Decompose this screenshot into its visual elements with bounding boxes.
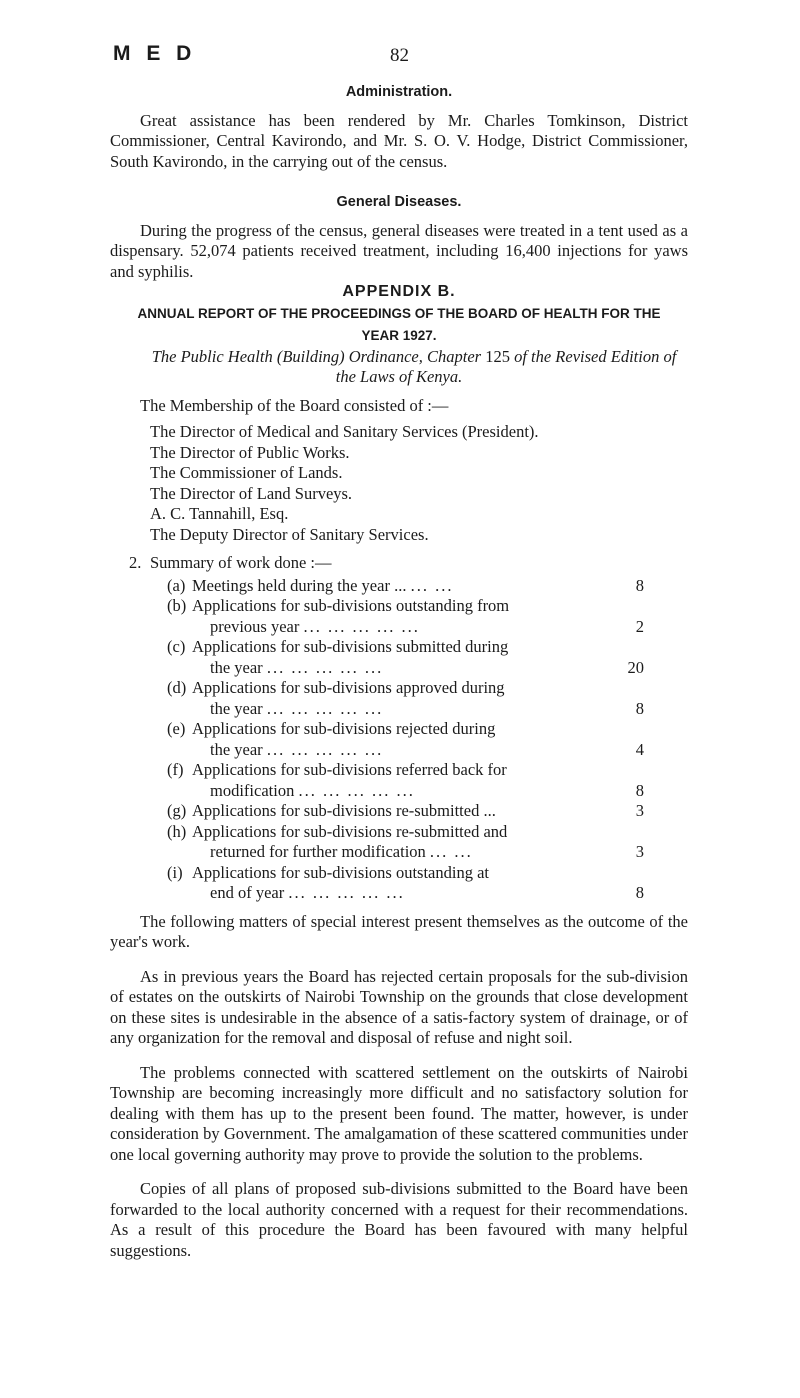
summary-list (110, 576, 688, 904)
member-item: The Director of Public Works. (150, 442, 350, 462)
body-paragraph: As in previous years the Board has rejected certain proposals for the sub-division of estates on the outskirts of Nairobi Township on the grounds that close development on these sites is undesirable in the absence of a satis-factory system of drainage, or of any organization for the removal and disposal of refuse and night soil. (110, 966, 688, 1047)
membership-list (110, 422, 688, 545)
item-label: (f) (167, 760, 184, 779)
member-item: The Deputy Director of Sanitary Services. (150, 524, 429, 544)
ordinance-title (110, 347, 688, 388)
item-value: 3 (635, 801, 644, 820)
item-value: 8 (635, 575, 644, 595)
summary-item (110, 863, 688, 904)
general-diseases-paragraph: During the progress of the census, general diseases were treated in a tent used as a dispensary. 52,074 patients received treatment, including 16,400 injections for yaws and syphilis. (110, 220, 688, 281)
summary-item (110, 637, 688, 678)
item-text: Applications for sub-divisions rejected during (192, 719, 496, 738)
item-text-continued: the year (210, 739, 263, 759)
leader-dots: ... ... ... ... ... (266, 657, 384, 677)
item-label: (a) (167, 575, 186, 595)
ordinance-title-part2: of the Revised Edition of the Laws of Kenya. (335, 346, 677, 386)
item-text: Applications for sub-divisions re-submitted and (192, 821, 508, 841)
page-number: 82 (390, 45, 409, 66)
item-text: Applications for sub-divisions re-submitted ... (192, 801, 496, 820)
summary-number: 2. (129, 553, 142, 572)
item-value: 4 (635, 739, 644, 759)
page-header (0, 42, 800, 68)
summary-item (110, 576, 688, 597)
item-label: (d) (167, 678, 187, 697)
summary-item (110, 822, 688, 863)
item-label: (c) (167, 637, 186, 656)
appendix-title: APPENDIX B. (342, 283, 456, 300)
body-paragraph: Copies of all plans of proposed sub-divisions submitted to the Board have been forwarded to the local authority concerned with a request for their recommendations. As a result of this procedure the Board has been favoured with many helpful suggestions. (110, 1179, 688, 1260)
item-label: (e) (167, 719, 186, 738)
member-item: The Director of Medical and Sanitary Services (President). (150, 422, 539, 441)
item-text-continued: modification (210, 780, 295, 800)
member-item: The Director of Land Surveys. (150, 483, 353, 503)
item-text-continued: returned for further modification (210, 842, 426, 861)
journal-abbreviation: M E D (113, 42, 197, 65)
leader-dots: ... ... (410, 575, 454, 595)
administration-paragraph: Great assistance has been rendered by Mr. Charles Tomkinson, District Commissioner, Central Kavirondo, and Mr. S. O. V. Hodge, District Commissioner, South Kavirondo, in the carrying out of the census. (110, 110, 688, 171)
item-value: 8 (635, 780, 644, 800)
item-text: Applications for sub-divisions outstanding at (192, 862, 489, 882)
member-item: A. C. Tannahill, Esq. (150, 504, 289, 523)
leader-dots: ... ... (429, 842, 473, 861)
member-item: The Commissioner of Lands. (150, 463, 343, 482)
summary-title: Summary of work done :— (150, 553, 332, 572)
item-text: Applications for sub-divisions outstanding from (192, 596, 510, 615)
leader-dots: ... ... ... ... ... (303, 616, 420, 636)
leader-dots: ... ... ... ... ... (266, 698, 384, 718)
general-diseases-heading: General Diseases. (336, 194, 462, 210)
body-paragraph: The following matters of special interest present themselves as the outcome of the year's work. (110, 911, 688, 951)
summary-item (110, 678, 688, 719)
item-value: 8 (635, 883, 644, 902)
leader-dots: ... ... ... ... ... (288, 883, 405, 902)
leader-dots: ... ... ... ... ... (266, 739, 384, 759)
summary-item (110, 596, 688, 637)
body-paragraph: The problems connected with scattered settlement on the outskirts of Nairobi Township are becoming increasingly more difficult and no satisfactory solution for dealing with them has up to the present been found. The matter, however, is under consideration by Government. The amalgamation of these scattered communities under one local governing authority may prove to provide the solution to the problems. (110, 1062, 688, 1164)
leader-dots: ... ... ... ... ... (298, 780, 415, 800)
summary-heading (110, 553, 688, 574)
item-value: 2 (635, 616, 644, 636)
summary-item (110, 760, 688, 801)
item-text: Applications for sub-divisions approved during (192, 678, 505, 697)
ordinance-title-part1: The Public Health (Building) Ordinance, Chapter (151, 346, 486, 366)
item-text: Applications for sub-divisions submitted during (192, 637, 509, 656)
report-title: ANNUAL REPORT OF THE PROCEEDINGS OF THE BOARD OF HEALTH FOR THE YEAR 1927. (137, 305, 661, 343)
summary-item (110, 719, 688, 760)
item-text: Meetings held during the year ... (192, 575, 407, 595)
item-text-continued: end of year (210, 883, 285, 902)
item-text: Applications for sub-divisions referred back for (192, 760, 507, 779)
administration-heading: Administration. (345, 84, 453, 100)
item-text-continued: the year (210, 657, 263, 677)
item-label: (g) (167, 801, 187, 820)
item-label: (b) (167, 596, 187, 615)
summary-item (110, 801, 688, 822)
membership-intro: The Membership of the Board consisted of :— (140, 395, 449, 415)
item-text-continued: previous year (210, 616, 300, 636)
item-label: (i) (167, 862, 183, 882)
item-label: (h) (167, 821, 187, 841)
page-content (110, 82, 688, 1261)
ordinance-chapter-number: 125 (485, 346, 510, 366)
item-text-continued: the year (210, 698, 263, 718)
item-value: 8 (635, 698, 644, 718)
item-value: 20 (627, 657, 644, 677)
item-value: 3 (635, 842, 644, 861)
